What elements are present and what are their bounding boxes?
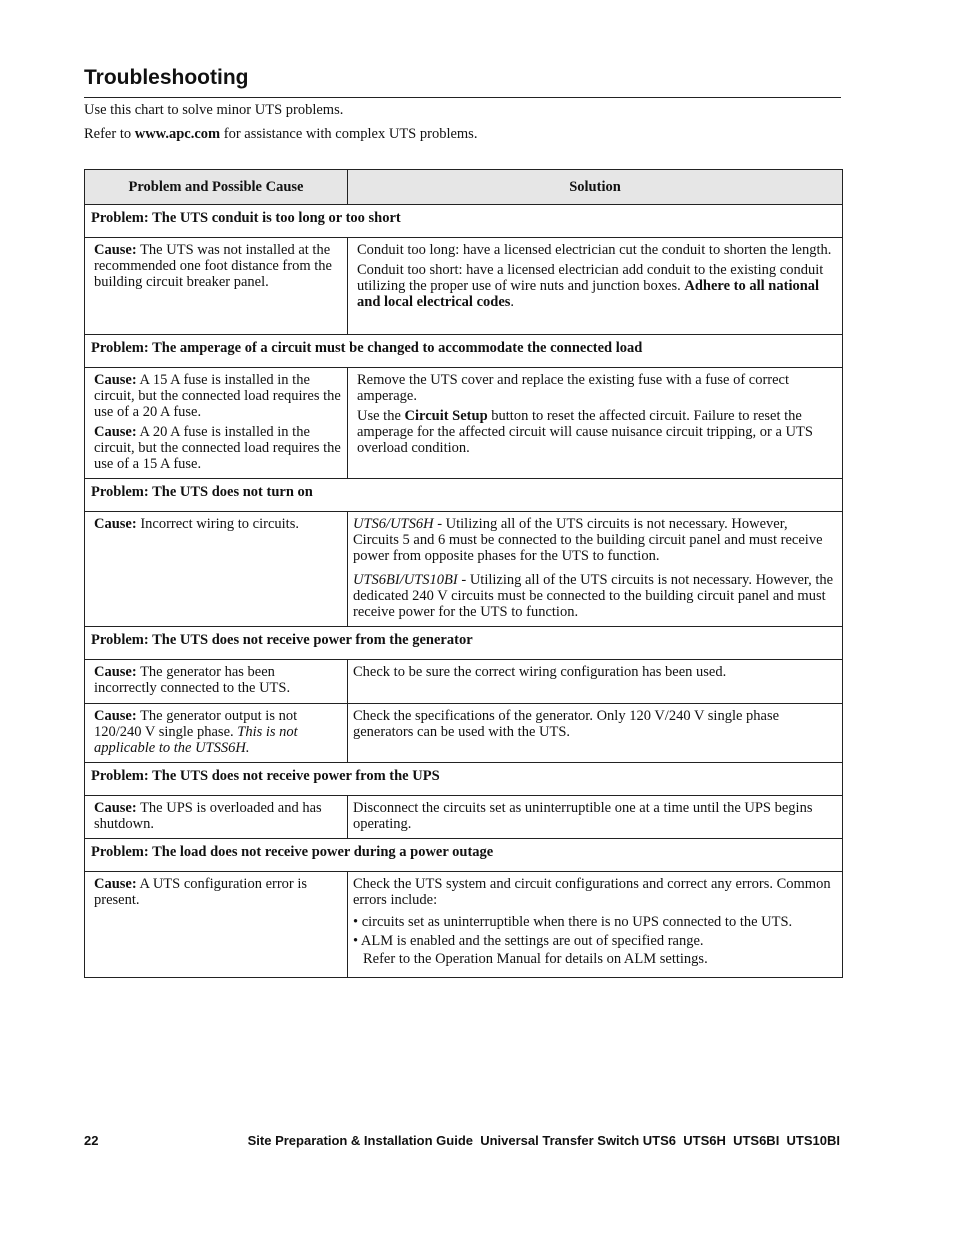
solution-text	[353, 572, 834, 620]
table-header-row	[85, 170, 843, 205]
cause-row	[85, 368, 843, 479]
cause-text: The UTS was not installed at the recommended one foot distance from the building circuit breaker panel.	[94, 242, 332, 290]
solution-end: .	[510, 294, 515, 310]
cause-cell	[85, 796, 348, 839]
solution-text-part: - Utilizing all of the UTS circuits is not necessary. However, the dedicated 240 V circuits must be connected to the building circuit panel and must receive power for the UTS to function.	[353, 572, 834, 620]
solution-text: Check the UTS system and circuit configurations and correct any errors. Common errors include:	[353, 876, 831, 908]
solution-cell: Check the specifications of the generator. Only 120 V/240 V single phase generators can be used with the UTS.	[348, 704, 843, 763]
footer-guide-title: Site Preparation & Installation Guide Universal Transfer Switch UTS6 UTS6H UTS6BI UTS10BI	[247, 1133, 840, 1148]
list-item: • circuits set as uninterruptible when there is no UPS connected to the UTS.	[353, 914, 793, 930]
solution-text: Conduit too long: have a licensed electrician cut the conduit to shorten the length.	[357, 242, 832, 258]
apc-link[interactable]: www.apc.com	[134, 126, 221, 142]
list-item: • ALM is enabled and the settings are out of specified range.	[353, 933, 704, 949]
cause-row	[85, 238, 843, 335]
cause-label: Cause:	[94, 800, 137, 816]
cause-label: Cause:	[94, 708, 137, 724]
problem-row	[85, 839, 843, 872]
solution-cell	[348, 368, 843, 479]
cause-text: Incorrect wiring to circuits.	[136, 516, 299, 532]
solution-text: Remove the UTS cover and replace the existing fuse with a fuse of correct amperage.	[357, 372, 790, 404]
cause-cell	[85, 872, 348, 978]
cause-row	[85, 660, 843, 704]
problem-heading: Problem: The UTS does not receive power from the UPS	[85, 763, 843, 796]
problem-row	[85, 763, 843, 796]
cause-text: The generator output is not 120/240 V single phase.	[94, 708, 298, 740]
solution-text-part: button to reset the affected circuit. Failure to reset the amperage for the affected circuit will cause nuisance circuit tripping, or a UTS overload condition.	[357, 408, 813, 456]
cause-row	[85, 872, 843, 978]
circuit-setup-label: Circuit Setup	[404, 408, 488, 424]
cause-row	[85, 704, 843, 763]
cause-label: Cause:	[94, 372, 137, 388]
problem-row	[85, 627, 843, 660]
model-name: UTS6/UTS6H	[353, 516, 434, 532]
cause-row	[85, 512, 843, 627]
solution-text-part: Conduit too short: have a licensed electrician add conduit to the existing conduit utilizing the proper use of wire nuts and junction boxes.	[357, 262, 824, 294]
solution-text-part: - Utilizing all of the UTS circuits is not necessary. However, Circuits 5 and 6 must be connected to the building circuit panel and must receive power from opposite phases for the UTS to function.	[353, 516, 823, 564]
problem-row	[85, 205, 843, 238]
solution-cell: Disconnect the circuits set as uninterruptible one at a time until the UPS begins operating.	[348, 796, 843, 839]
cause-text: The generator has been incorrectly connected to the UTS.	[94, 664, 291, 696]
page-title: Troubleshooting	[84, 66, 249, 89]
cause-label: Cause:	[94, 424, 137, 440]
cause-cell	[85, 512, 348, 627]
cause-cell	[85, 238, 348, 335]
cause-cell	[85, 704, 348, 763]
cause-label: Cause:	[94, 876, 137, 892]
cause-text: The UPS is overloaded and has shutdown.	[94, 800, 322, 832]
solution-text	[353, 516, 834, 564]
header-problem-cause: Problem and Possible Cause	[85, 170, 348, 205]
solution-text	[357, 408, 834, 456]
problem-heading: Problem: The amperage of a circuit must be changed to accommodate the connected load	[85, 335, 843, 368]
solution-text	[357, 262, 834, 310]
problem-heading: Problem: The UTS does not receive power from the generator	[85, 627, 843, 660]
problem-heading: Problem: The UTS does not turn on	[85, 479, 843, 512]
solution-emphasis: Adhere to all national and local electrical codes	[357, 278, 820, 310]
solution-cell	[348, 238, 843, 335]
cause-row	[85, 796, 843, 839]
intro-reference	[84, 126, 477, 143]
cause-cell	[85, 660, 348, 704]
solution-cell	[348, 512, 843, 627]
solution-text-part: Use the	[357, 408, 405, 424]
solution-cell	[348, 872, 843, 978]
header-solution: Solution	[348, 170, 843, 205]
intro-suffix: for assistance with complex UTS problems.	[220, 126, 478, 142]
cause-cell	[85, 368, 348, 479]
intro-text: Use this chart to solve minor UTS problems.	[84, 102, 344, 118]
cause-label: Cause:	[94, 242, 137, 258]
title-rule	[84, 97, 841, 98]
problem-heading: Problem: The UTS conduit is too long or too short	[85, 205, 843, 238]
solution-cell: Check to be sure the correct wiring configuration has been used.	[348, 660, 843, 704]
model-name: UTS6BI/UTS10BI	[353, 572, 458, 588]
cause-label: Cause:	[94, 516, 137, 532]
problem-row	[85, 335, 843, 368]
problem-heading: Problem: The load does not receive power during a power outage	[85, 839, 843, 872]
intro-prefix: Refer to	[84, 126, 135, 142]
cause-entry	[94, 424, 341, 472]
cause-entry	[94, 372, 341, 420]
cause-label: Cause:	[94, 664, 137, 680]
cause-text: A 15 A fuse is installed in the circuit, but the connected load requires the use of a 20 A fuse.	[94, 372, 341, 420]
list-item-continuation: Refer to the Operation Manual for details on ALM settings.	[363, 951, 708, 967]
troubleshooting-table	[84, 169, 843, 978]
cause-text: A 20 A fuse is installed in the circuit, but the connected load requires the use of a 15 A fuse.	[94, 424, 341, 472]
cause-note: This is not applicable to the UTSS6H.	[94, 724, 298, 756]
problem-row	[85, 479, 843, 512]
page-number: 22	[84, 1133, 99, 1148]
cause-text: A UTS configuration error is present.	[94, 876, 308, 908]
